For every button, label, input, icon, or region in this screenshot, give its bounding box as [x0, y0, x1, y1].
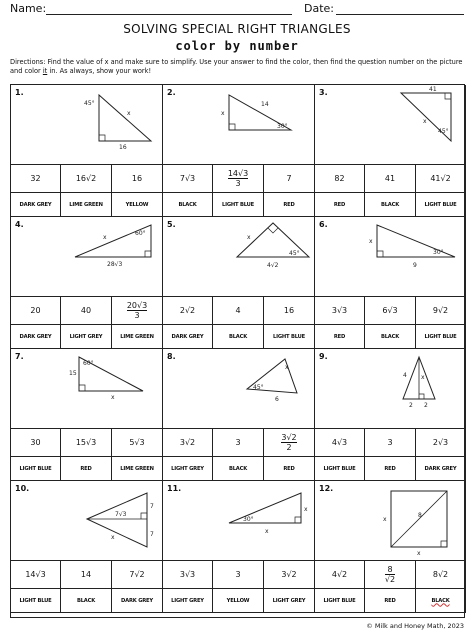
answer-choice: [315, 561, 365, 589]
problem-number: 5.: [167, 220, 176, 229]
angle-label: 30°: [243, 516, 254, 523]
answer-choice: [365, 561, 416, 589]
angle-label: 30°: [277, 123, 288, 130]
problem-8: [163, 349, 315, 429]
answer-choice: [112, 165, 163, 193]
side-label: 7: [150, 531, 154, 538]
answer-fraction: $\frac{3√2}{2}$: [281, 433, 297, 452]
directions: Directions: Find the value of x and make sure to simplify. Use your answer to find the color, then find the question number on the picture and color it in. As always, show your work!: [10, 58, 463, 75]
problem-1: [11, 85, 163, 165]
answer-value: 8√2: [432, 570, 449, 579]
side-label: x: [304, 506, 308, 513]
answer-value: 30: [30, 438, 41, 447]
answer-value: 7√2: [129, 570, 145, 579]
side-label: 41: [429, 86, 437, 93]
triangle-figure: [315, 217, 466, 297]
color-label: BLACK: [365, 193, 416, 217]
date-field[interactable]: [336, 14, 464, 15]
color-label: YELLOW: [112, 193, 163, 217]
answer-choice: [416, 165, 466, 193]
problem-9: [315, 349, 466, 429]
side-label: x: [421, 374, 425, 381]
answer-choice: [365, 297, 416, 325]
side-label: x: [265, 528, 269, 535]
problem-number: 7.: [15, 352, 24, 361]
answer-value: 16: [283, 306, 295, 315]
answer-value: 40: [80, 306, 92, 315]
problem-number: 3.: [319, 88, 328, 97]
problem-number: 9.: [319, 352, 328, 361]
answer-value: 7√3: [179, 174, 196, 183]
answer-value: 3: [235, 570, 241, 579]
triangle-figure: [11, 481, 163, 561]
problem-number: 4.: [15, 220, 24, 229]
color-label: BLACK: [365, 325, 416, 349]
color-label: LIGHT BLUE: [315, 457, 365, 481]
answer-value: 3√2: [179, 438, 196, 447]
triangle-figure: [163, 481, 315, 561]
side-label: x: [111, 394, 115, 401]
problem-number: 2.: [167, 88, 176, 97]
answer-value: 82: [334, 174, 345, 183]
answer-choice: [163, 297, 213, 325]
answer-choice: [61, 165, 112, 193]
problem-10: [11, 481, 163, 561]
color-label: RED: [61, 457, 112, 481]
answer-choice: [11, 297, 61, 325]
answer-choice: [213, 165, 264, 193]
answer-choice: [11, 561, 61, 589]
color-label: LIGHT GREY: [163, 589, 213, 613]
problem-12: [315, 481, 466, 561]
name-field[interactable]: [46, 14, 292, 15]
problem-6: [315, 217, 466, 297]
worksheet-grid: [10, 84, 465, 618]
answer-value: 4√3: [331, 438, 348, 447]
side-label: 7: [150, 503, 154, 510]
answer-fraction: $\frac{8}{√2}$: [384, 565, 396, 584]
answer-value: 2√2: [179, 306, 196, 315]
answer-value: 41√2: [430, 174, 451, 183]
problem-number: 12.: [319, 484, 334, 493]
answer-value: 4√2: [331, 570, 348, 579]
side-label: x: [369, 238, 373, 245]
color-label: DARK GREY: [11, 193, 61, 217]
answer-value: 16: [131, 174, 143, 183]
color-label: DARK GREY: [416, 457, 466, 481]
answer-choice: [163, 561, 213, 589]
side-label: x: [111, 534, 115, 541]
answer-choice: [264, 165, 315, 193]
problem-2: [163, 85, 315, 165]
side-label: 28√3: [107, 261, 123, 268]
side-label: 14: [261, 101, 269, 108]
worksheet-header: [0, 2, 474, 18]
page-title: SOLVING SPECIAL RIGHT TRIANGLES: [123, 22, 351, 36]
side-label: 7√3: [115, 511, 127, 518]
answer-value: 14: [80, 570, 92, 579]
color-label: RED: [264, 193, 315, 217]
answer-value: 9√2: [432, 306, 449, 315]
side-label: 4√2: [267, 262, 279, 269]
answer-value: 3√3: [331, 306, 348, 315]
side-label: x: [127, 110, 131, 117]
color-label: LIGHT GREY: [264, 589, 315, 613]
answer-fraction: $\frac{20√3}{3}$: [126, 301, 148, 320]
color-label: LIGHT GREY: [61, 325, 112, 349]
angle-label: 60°: [135, 230, 146, 237]
color-label: LIGHT BLUE: [315, 589, 365, 613]
color-label: DARK GREY: [11, 325, 61, 349]
color-label: BLACK: [163, 193, 213, 217]
name-label: Name:: [10, 2, 47, 15]
color-label: LIME GREEN: [112, 325, 163, 349]
answer-choice: [416, 561, 466, 589]
color-label: RED: [264, 457, 315, 481]
triangle-figure: [315, 85, 466, 165]
color-label: BLACK: [416, 589, 466, 613]
triangle-figure: [11, 85, 163, 165]
color-label: LIGHT BLUE: [416, 193, 466, 217]
answer-value: 20: [30, 306, 41, 315]
answer-choice: [61, 429, 112, 457]
problem-4: [11, 217, 163, 297]
square-figure: [315, 481, 466, 561]
answer-choice: [11, 429, 61, 457]
copyright-footer: © Milk and Honey Math, 2023: [366, 622, 464, 630]
answer-choice: [315, 297, 365, 325]
problem-7: [11, 349, 163, 429]
color-label: LIME GREEN: [61, 193, 112, 217]
answer-choice: [112, 561, 163, 589]
color-label: LIGHT BLUE: [11, 457, 61, 481]
triangle-figure: [163, 85, 315, 165]
color-label: LIGHT BLUE: [264, 325, 315, 349]
side-label: 16: [119, 144, 127, 151]
color-label: LIGHT GREY: [163, 457, 213, 481]
answer-choice: [213, 297, 264, 325]
answer-choice: [112, 297, 163, 325]
color-label: BLACK: [213, 457, 264, 481]
answer-choice: [416, 297, 466, 325]
answer-value: 6√3: [382, 306, 398, 315]
side-label: x: [221, 110, 225, 117]
side-label: x: [285, 364, 289, 371]
side-label: x: [383, 516, 387, 523]
date-label: Date:: [304, 2, 334, 15]
answer-choice: [365, 429, 416, 457]
answer-choice: [264, 297, 315, 325]
color-label: BLACK: [213, 325, 264, 349]
answer-value: 16√2: [75, 174, 97, 183]
angle-label: 45°: [438, 128, 449, 135]
color-label: DARK GREY: [163, 325, 213, 349]
answer-value: 4: [235, 306, 241, 315]
problem-number: 6.: [319, 220, 328, 229]
color-label: LIGHT BLUE: [213, 193, 264, 217]
answer-choice: [163, 165, 213, 193]
answer-value: 32: [30, 174, 41, 183]
problem-number: 1.: [15, 88, 24, 97]
angle-label: 60°: [83, 360, 94, 367]
answer-value: 3√2: [281, 570, 297, 579]
side-label: x: [423, 118, 427, 125]
answer-value: 3: [387, 438, 393, 447]
side-label: 15: [69, 370, 77, 377]
answer-choice: [365, 165, 416, 193]
color-label: LIGHT BLUE: [11, 589, 61, 613]
problem-number: 8.: [167, 352, 176, 361]
color-label: YELLOW: [213, 589, 264, 613]
answer-choice: [315, 165, 365, 193]
answer-choice: [213, 429, 264, 457]
answer-choice: [112, 429, 163, 457]
answer-choice: [11, 165, 61, 193]
problem-number: 11.: [167, 484, 182, 493]
answer-value: 41: [384, 174, 396, 183]
page-subtitle: color by number: [175, 39, 299, 53]
problem-11: [163, 481, 315, 561]
side-label: x: [103, 234, 107, 241]
answer-choice: [264, 429, 315, 457]
color-label: BLACK: [61, 589, 112, 613]
problem-3: [315, 85, 466, 165]
answer-value: 5√3: [129, 438, 145, 447]
angle-label: 45°: [84, 100, 95, 107]
answer-choice: [416, 429, 466, 457]
side-label: 6: [275, 396, 279, 403]
problem-5: [163, 217, 315, 297]
angle-label: 30°: [433, 249, 444, 256]
color-label: LIGHT BLUE: [416, 325, 466, 349]
answer-fraction: $\frac{14√3}{3}$: [227, 169, 249, 188]
problem-number: 10.: [15, 484, 30, 493]
color-label: LIME GREEN: [112, 457, 163, 481]
answer-choice: [315, 429, 365, 457]
triangle-figure: [163, 217, 315, 297]
answer-value: 3: [235, 438, 241, 447]
side-label: 9: [413, 262, 417, 269]
side-label: 4: [403, 372, 407, 379]
diagonal-label: 8: [418, 512, 422, 519]
answer-choice: [61, 297, 112, 325]
angle-label: 45°: [253, 384, 264, 391]
color-label: DARK GREY: [112, 589, 163, 613]
triangle-figure: [315, 349, 466, 429]
side-label: 2: [409, 402, 413, 409]
side-label: 2: [424, 402, 428, 409]
color-label: RED: [365, 457, 416, 481]
answer-value: 3√3: [179, 570, 196, 579]
answer-choice: [213, 561, 264, 589]
color-label: RED: [315, 193, 365, 217]
answer-value: 2√3: [432, 438, 449, 447]
triangle-figure: [11, 349, 163, 429]
answer-choice: [163, 429, 213, 457]
answer-value: 7: [286, 174, 292, 183]
answer-value: 15√3: [75, 438, 97, 447]
triangle-figure: [163, 349, 315, 429]
answer-choice: [61, 561, 112, 589]
side-label: x: [417, 550, 421, 557]
answer-value: 14√3: [25, 570, 46, 579]
color-label: RED: [315, 325, 365, 349]
triangle-figure: [11, 217, 163, 297]
angle-label: 45°: [289, 250, 300, 257]
color-label: RED: [365, 589, 416, 613]
side-label: x: [247, 234, 251, 241]
answer-choice: [264, 561, 315, 589]
